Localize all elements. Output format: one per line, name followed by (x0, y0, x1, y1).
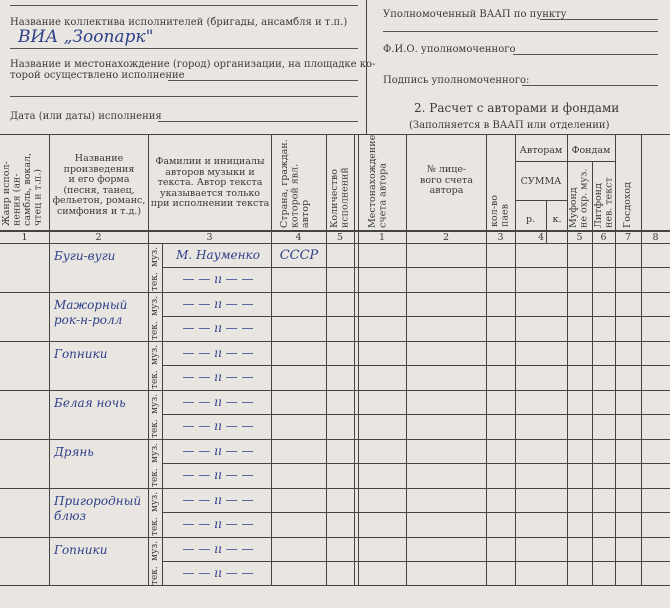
header-kop: к. (552, 214, 562, 225)
right-num-3: 3 (497, 232, 504, 243)
author-music: — — ıı — — (182, 493, 254, 507)
muz-label: муз. (150, 393, 160, 414)
col-line-4 (354, 134, 355, 585)
table-top-right (358, 134, 670, 135)
top-underline (10, 5, 358, 6)
authors-funds-line (515, 161, 615, 162)
right-num-8: 8 (652, 232, 659, 243)
author-text: — — ıı — — (182, 468, 254, 482)
location-label-2: торой осуществлено исполнение (10, 70, 185, 81)
author-text: — — ıı — — (182, 272, 254, 286)
authorized-underline-2 (383, 31, 658, 32)
collective-label: Название коллектива исполнителей (бригады, ансамбля и т.п.) (10, 17, 348, 28)
work-title: Гопники (54, 543, 108, 557)
header-musfund: Муфонд не охр. муз. (568, 168, 590, 228)
row-line (0, 390, 670, 391)
author-music: — — ıı — — (182, 395, 254, 409)
author-music: — — ıı — — (182, 346, 254, 360)
header-authors: Фамилии и инициалы авторов музыки и текста. Автор текста указывается только при исполнении текста (150, 156, 270, 209)
tek-label: тек. (150, 468, 160, 487)
col-line-3 (326, 134, 327, 585)
location-label-1: Название и местонахождение (город) организации, на площадке ко- (10, 59, 376, 70)
header-litfund: Литфонд нев. текст (593, 177, 615, 228)
author-music: — — ıı — — (182, 297, 254, 311)
dates-label: Дата (или даты) исполнения (10, 111, 162, 122)
work-title: Белая ночь (54, 396, 126, 410)
location-underline-2 (10, 96, 358, 97)
numbers-bottom (0, 243, 670, 244)
row-line (0, 292, 670, 293)
author-country: СССР (279, 248, 319, 263)
table-bottom (0, 585, 670, 586)
left-num-4: 4 (295, 232, 302, 243)
row-mid-line (162, 414, 670, 415)
row-mid-line (162, 267, 670, 268)
header-country: Страна, граждан. которой явл. автор (279, 139, 311, 228)
left-num-2: 2 (95, 232, 102, 243)
row-line (0, 537, 670, 538)
signature-label: Подпись уполномоченного: (383, 75, 530, 86)
tek-label: тек. (150, 517, 160, 536)
row-mid-line (162, 316, 670, 317)
muz-label: муз. (150, 246, 160, 267)
authorized-underline (540, 19, 658, 20)
col-line-6 (406, 134, 407, 585)
section2-title: 2. Расчет с авторами и фондами (414, 101, 620, 115)
row-mid-line (162, 561, 670, 562)
collective-underline (10, 48, 358, 49)
right-num-1: 1 (378, 232, 386, 243)
header-location: Местонахождение счета автора (367, 134, 389, 228)
sum-line (515, 200, 567, 201)
header-shares: кол-во паев (489, 195, 511, 227)
work-title: Гопники (54, 347, 108, 361)
author-music: — — ıı — — (182, 542, 254, 556)
author-text: — — ıı — — (182, 419, 254, 433)
col-line-5 (358, 134, 359, 585)
row-line (0, 488, 670, 489)
work-title: Буги-вуги (54, 249, 116, 263)
col-line-8 (515, 134, 516, 585)
right-num-5: 5 (576, 232, 583, 243)
tek-label: тек. (150, 370, 160, 389)
right-num-6: 6 (600, 232, 607, 243)
work-title: Пригородный блюз (54, 494, 142, 523)
collective-value: ВИА „Зоопарк" (18, 27, 154, 47)
header-account: № лице- вого счета автора (420, 164, 473, 196)
tek-label: тек. (150, 272, 160, 291)
author-music: М. Науменко (176, 248, 260, 262)
left-num-1: 1 (21, 232, 28, 243)
header-genre: Жанр испол- нения (ан- самбль, вокал, чтец и т.п.) (1, 152, 44, 226)
section2-subtitle: (Заполняется в ВААП или отделении) (409, 120, 610, 131)
left-num-3: 3 (206, 232, 213, 243)
muz-label: муз. (150, 295, 160, 316)
muz-label: муз. (150, 344, 160, 365)
header-godsokhod: Госдоход (622, 182, 633, 228)
dates-underline (158, 121, 358, 122)
col-line-2 (271, 134, 272, 585)
top-divider (366, 0, 367, 135)
header-rub: р. (525, 214, 536, 225)
work-title: Мажорный рок-н-ролл (54, 298, 128, 327)
muz-label: муз. (150, 540, 160, 561)
row-mid-line (162, 365, 670, 366)
authorized-label: Уполномоченный ВААП по пункту (383, 9, 567, 20)
author-text: — — ıı — — (182, 517, 254, 531)
row-line (0, 439, 670, 440)
muz-label: муз. (150, 491, 160, 512)
tek-label: тек. (150, 321, 160, 340)
row-mid-line (162, 463, 670, 464)
location-underline-1 (168, 80, 358, 81)
row-mid-line (162, 512, 670, 513)
row-line (0, 341, 670, 342)
author-text: — — ıı — — (182, 370, 254, 384)
signature-underline (522, 85, 658, 86)
header-count: Количество исполнений (329, 167, 351, 228)
author-music: — — ıı — — (182, 444, 254, 458)
fio-label: Ф.И.О. уполномоченного (383, 44, 516, 55)
right-num-2: 2 (442, 232, 450, 243)
col-line-7 (486, 134, 487, 585)
table-top-left (0, 134, 358, 135)
author-text: — — ıı — — (182, 566, 254, 580)
right-num-4: 4 (537, 232, 545, 243)
header-work: Название произведения и его форма (песня, танец, фельетон, романс, симфония и т.д.) (52, 153, 146, 217)
muz-label: муз. (150, 442, 160, 463)
header-to-funds: Фондам (571, 145, 611, 156)
col-line-12 (641, 134, 642, 585)
right-num-7: 7 (624, 232, 632, 243)
fio-underline (513, 54, 658, 55)
tek-label: тек. (150, 419, 160, 438)
author-text: — — ıı — — (182, 321, 254, 335)
col-line-11 (615, 134, 616, 585)
left-num-5: 5 (336, 232, 344, 243)
tek-label: тек. (150, 566, 160, 585)
work-title: Дрянь (54, 445, 94, 459)
header-sum: СУММА (520, 176, 562, 187)
header-to-authors: Авторам (519, 145, 563, 156)
